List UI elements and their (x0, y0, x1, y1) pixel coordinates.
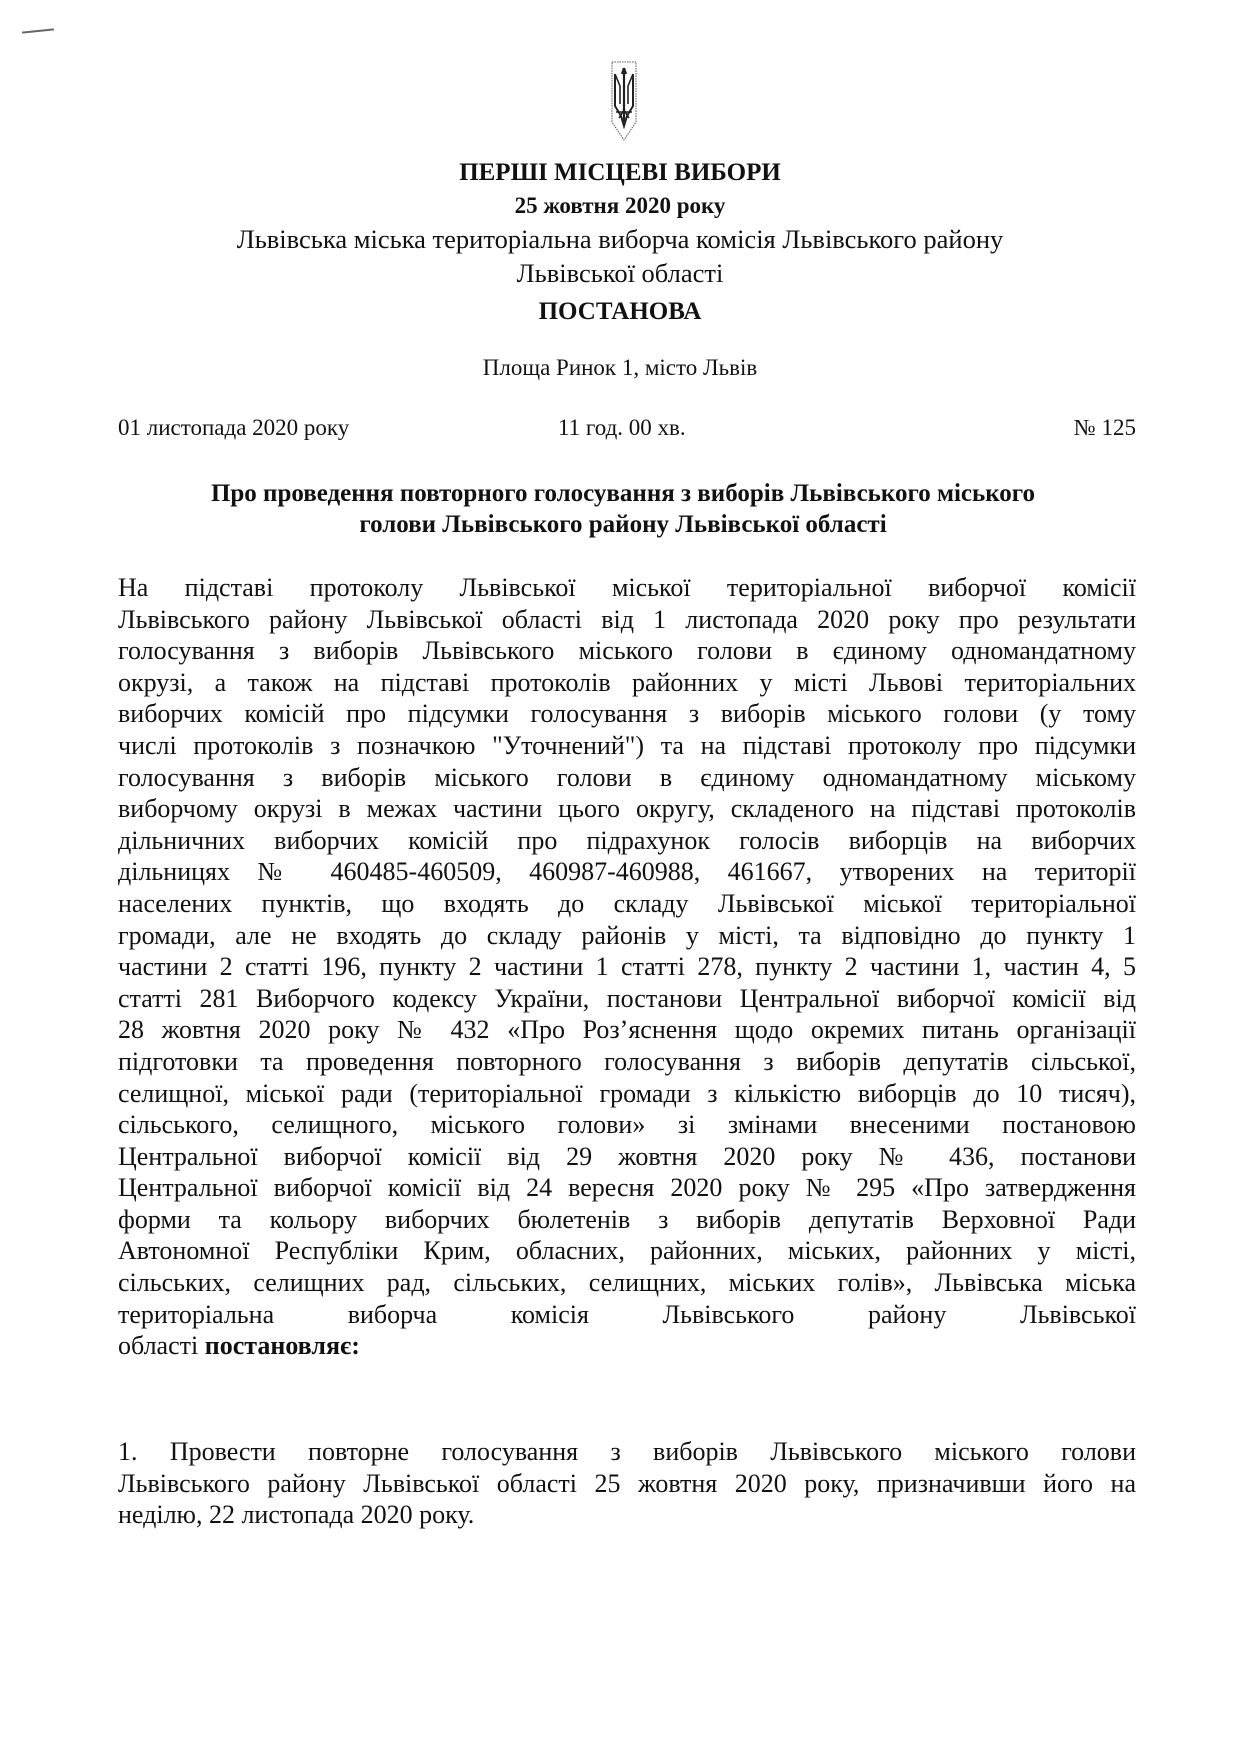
election-title: ПЕРШІ МІСЦЕВІ ВИБОРИ (459, 159, 781, 186)
paragraph-line: голосування з виборів Львівського міського голови в єдиному одномандатному (118, 636, 1136, 666)
document-type: ПОСТАНОВА (538, 298, 702, 325)
paragraph-line: Автономної Республіки Крим, обласних, районних, міських, районних у місті, (118, 1236, 1136, 1266)
paragraph-line: голосування з виборів міського голови в єдиному одномандатному міському (118, 762, 1136, 792)
paragraph-line: частини 2 статті 196, пункту 2 частини 1 статті 278, пункту 2 частини 1, частин 4, 5 (118, 952, 1136, 982)
paragraph-line: населених пунктів, що входять до складу Львівської міської територіальної (118, 888, 1136, 918)
paragraph-line: числі протоколів з позначкою "Уточнений") та на підставі протоколу про підсумки (118, 730, 1136, 760)
paragraph-line: підготовки та проведення повторного голосування з виборів депутатів сільської, (118, 1046, 1136, 1076)
paragraph-line: окрузі, а також на підставі протоколів районних у місті Львові територіальних (118, 667, 1136, 697)
paragraph-line: Центральної виборчої комісії від 29 жовтня 2020 року № 436, постанови (118, 1141, 1136, 1171)
scan-artifact-line (22, 28, 54, 33)
paragraph-line-final (118, 1330, 1136, 1362)
paragraph-line: сільського, селищного, міського голови» зі змінами внесеними постановою (118, 1110, 1136, 1140)
commission-name-line2: Львівської області (516, 258, 724, 288)
coat-of-arms-icon (611, 60, 637, 142)
paragraph-line: статті 281 Виборчого кодексу України, постанови Центральної виборчої комісії від (118, 983, 1136, 1013)
resolution-item-1 (118, 1436, 1136, 1531)
paragraph-line: Львівського району Львівської області від 1 листопада 2020 року про результати (118, 604, 1136, 634)
paragraph-line: На підставі протоколу Львівської міської територіальної виборчої комісії (118, 573, 1136, 602)
paragraph-line: виборчому окрузі в межах частини цього округу, складеного на підставі протоколів (118, 794, 1136, 824)
paragraph-line: сільських, селищних рад, сільських, селищних, міських голів», Львівська міська (118, 1268, 1136, 1298)
subject-line: голови Львівського району Львівської області (359, 511, 887, 538)
election-date: 25 жовтня 2020 року (514, 193, 726, 218)
paragraph-line: виборчих комісій про підсумки голосування з виборів міського голови (у тому (118, 699, 1136, 729)
preamble-paragraph (118, 572, 1136, 1362)
paragraph-line: громади, але не входять до складу районів у місті, та відповідно до пункту 1 (118, 920, 1136, 950)
item-line: неділю, 22 листопада 2020 року. (118, 1500, 475, 1530)
paragraph-line: дільничних виборчих комісій про підрахунок голосів виборців на виборчих (118, 825, 1136, 855)
commission-name-line1: Львівська міська територіальна виборча комісія Львівського району (236, 224, 1004, 254)
final-line-text: області (118, 1331, 205, 1361)
document-subject (110, 478, 1136, 540)
document-number: № 125 (1073, 415, 1136, 440)
document-time: 11 год. 00 хв. (558, 415, 686, 440)
paragraph-line: дільницях № 460485-460509, 460987-460988, 461667, утворених на території (118, 857, 1136, 887)
paragraph-line: Центральної виборчої комісії від 24 вересня 2020 року № 295 «Про затвердження (118, 1173, 1136, 1203)
document-date: 01 листопада 2020 року (118, 415, 350, 440)
document-place: Площа Ринок 1, місто Львів (482, 355, 758, 380)
paragraph-line: територіальна виборча комісія Львівського району Львівської (118, 1299, 1136, 1329)
paragraph-line: форми та кольору виборчих бюлетенів з виборів депутатів Верховної Ради (118, 1204, 1136, 1234)
subject-line: Про проведення повторного голосування з виборів Львівського міського (210, 480, 1036, 507)
paragraph-line: 28 жовтня 2020 року № 432 «Про Роз’яснення щодо окремих питань організації (118, 1015, 1136, 1045)
paragraph-line: селищної, міської ради (територіальної громади з кількістю виборців до 10 тисяч), (118, 1078, 1136, 1108)
item-line: Львівського району Львівської області 25 жовтня 2020 року, призначивши його на (118, 1468, 1136, 1498)
item-line: 1. Провести повторне голосування з виборів Львівського міського голови (118, 1437, 1136, 1466)
document-meta-row (118, 415, 1136, 445)
resolves-keyword: постановляє: (204, 1331, 360, 1361)
